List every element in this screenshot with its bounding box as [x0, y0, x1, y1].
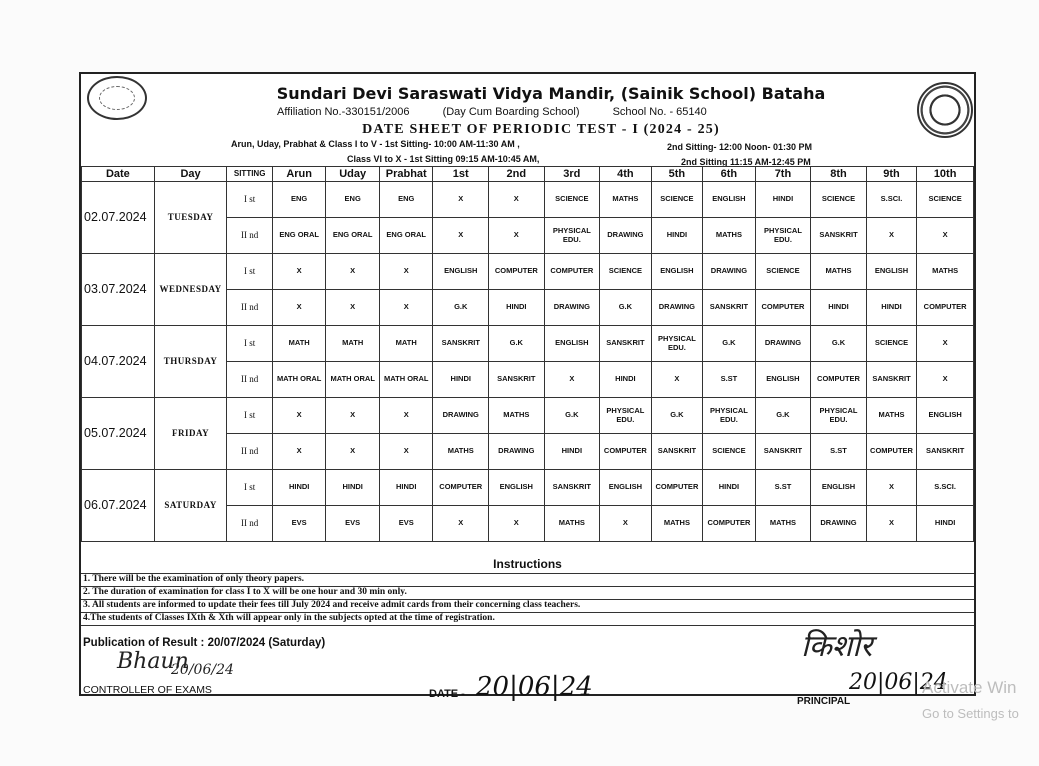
- subject-cell: HINDI: [379, 470, 433, 506]
- subject-cell: SCIENCE: [703, 434, 756, 470]
- table-row: [82, 326, 974, 362]
- subject-cell: MATHS: [600, 182, 652, 218]
- subject-cell: COMPUTER: [544, 254, 600, 290]
- sitting: I st: [227, 470, 272, 506]
- subject-cell: ENGLISH: [811, 470, 867, 506]
- subject-cell: HINDI: [326, 470, 380, 506]
- subject-cell: X: [866, 506, 917, 542]
- subject-cell: G.K: [651, 398, 703, 434]
- subject-cell: S.SCI.: [917, 470, 974, 506]
- date-sheet: [79, 72, 976, 707]
- subject-cell: MATHS: [755, 506, 811, 542]
- subject-cell: X: [651, 362, 703, 398]
- timing-primary-second: 2nd Sitting- 12:00 Noon- 01:30 PM: [667, 142, 813, 152]
- subject-cell: HINDI: [489, 290, 545, 326]
- subject-cell: MATHS: [917, 254, 974, 290]
- subject-cell: MATH ORAL: [272, 362, 326, 398]
- subject-cell: MATHS: [811, 254, 867, 290]
- subject-cell: MATHS: [489, 398, 545, 434]
- table-row: [82, 254, 974, 290]
- subject-cell: DRAWING: [651, 290, 703, 326]
- subject-cell: ENGLISH: [489, 470, 545, 506]
- column-header: 7th: [755, 167, 811, 182]
- exam-day: THURSDAY: [154, 326, 227, 398]
- subject-cell: SCIENCE: [600, 254, 652, 290]
- date-label: DATE -: [429, 688, 465, 700]
- subject-cell: COMPUTER: [651, 470, 703, 506]
- subject-cell: MATH: [326, 326, 380, 362]
- subject-cell: MATH: [272, 326, 326, 362]
- subject-cell: ENGLISH: [600, 470, 652, 506]
- subject-cell: X: [544, 362, 600, 398]
- controller-signature-date: 20/06/24: [171, 662, 234, 678]
- timing-senior-first: Class VI to X - 1st Sitting 09:15 AM-10:45 AM,: [347, 154, 540, 164]
- column-header: Uday: [326, 167, 380, 182]
- subject-cell: COMPUTER: [866, 434, 917, 470]
- subject-cell: X: [326, 254, 380, 290]
- subject-cell: DRAWING: [433, 398, 489, 434]
- subject-cell: SCIENCE: [917, 182, 974, 218]
- subject-cell: SANSKRIT: [703, 290, 756, 326]
- subject-cell: X: [272, 434, 326, 470]
- affiliation-no: Affiliation No.-330151/2006: [277, 106, 410, 118]
- column-header: Day: [154, 167, 227, 182]
- table-header-row: [82, 167, 974, 182]
- subject-cell: X: [326, 290, 380, 326]
- school-name: Sundari Devi Saraswati Vidya Mandir, (Sainik School) Bataha: [276, 84, 826, 103]
- subject-cell: ENGLISH: [651, 254, 703, 290]
- sitting: II nd: [227, 290, 272, 326]
- subject-cell: SCIENCE: [811, 182, 867, 218]
- subject-cell: S.ST: [811, 434, 867, 470]
- subject-cell: MATHS: [703, 218, 756, 254]
- principal-signature-date: 20|06|24: [849, 670, 948, 695]
- subject-cell: PHYSICAL EDU.: [703, 398, 756, 434]
- subject-cell: PHYSICAL EDU.: [811, 398, 867, 434]
- subject-cell: HINDI: [651, 218, 703, 254]
- subject-cell: X: [379, 254, 433, 290]
- subject-cell: EVS: [326, 506, 380, 542]
- sitting: II nd: [227, 218, 272, 254]
- column-header: 2nd: [489, 167, 545, 182]
- instruction-item: 3. All students are informed to update their fees till July 2024 and receive admit cards from their concerning class teachers.: [83, 600, 581, 610]
- subject-cell: X: [489, 182, 545, 218]
- subject-cell: ENG: [379, 182, 433, 218]
- subject-cell: X: [272, 398, 326, 434]
- subject-cell: MATH ORAL: [326, 362, 380, 398]
- date-sheet-table: [81, 166, 974, 542]
- subject-cell: SCIENCE: [755, 254, 811, 290]
- sitting: II nd: [227, 434, 272, 470]
- controller-label: CONTROLLER OF EXAMS: [83, 684, 212, 696]
- page-title: DATE SHEET OF PERIODIC TEST - I (2024 - 25): [362, 122, 720, 137]
- sitting: II nd: [227, 362, 272, 398]
- subject-cell: COMPUTER: [600, 434, 652, 470]
- subject-cell: DRAWING: [544, 290, 600, 326]
- exam-day: WEDNESDAY: [154, 254, 227, 326]
- subject-cell: SCIENCE: [651, 182, 703, 218]
- activation-watermark: Activate Win: [922, 678, 1017, 697]
- column-header: Arun: [272, 167, 326, 182]
- subject-cell: HINDI: [600, 362, 652, 398]
- subject-cell: X: [866, 470, 917, 506]
- subject-cell: X: [600, 506, 652, 542]
- subject-cell: ENGLISH: [866, 254, 917, 290]
- subject-cell: ENG: [272, 182, 326, 218]
- column-header: 1st: [433, 167, 489, 182]
- sitting: I st: [227, 182, 272, 218]
- exam-day: SATURDAY: [154, 470, 227, 542]
- handwritten-date: 20|06|24: [476, 672, 593, 702]
- subject-cell: SCIENCE: [544, 182, 600, 218]
- school-emblem-right-icon: [917, 82, 973, 138]
- subject-cell: SANSKRIT: [651, 434, 703, 470]
- subject-cell: EVS: [379, 506, 433, 542]
- exam-date: 02.07.2024: [82, 182, 155, 254]
- school-no: School No. - 65140: [612, 106, 707, 118]
- subject-cell: HINDI: [917, 506, 974, 542]
- exam-date: 06.07.2024: [82, 470, 155, 542]
- subject-cell: S.ST: [755, 470, 811, 506]
- subject-cell: MATH: [379, 326, 433, 362]
- subject-cell: SANSKRIT: [489, 362, 545, 398]
- sitting: I st: [227, 254, 272, 290]
- school-emblem-left-icon: [87, 76, 147, 120]
- subject-cell: HINDI: [703, 470, 756, 506]
- subject-cell: X: [917, 218, 974, 254]
- instruction-item: 4.The students of Classes IXth & Xth will appear only in the subjects opted at the time of registration.: [83, 613, 495, 623]
- subject-cell: X: [433, 218, 489, 254]
- subject-cell: X: [272, 254, 326, 290]
- column-header: 8th: [811, 167, 867, 182]
- subject-cell: HINDI: [544, 434, 600, 470]
- subject-cell: HINDI: [866, 290, 917, 326]
- subject-cell: G.K: [600, 290, 652, 326]
- subject-cell: SANSKRIT: [917, 434, 974, 470]
- subject-cell: X: [379, 434, 433, 470]
- column-header: 10th: [917, 167, 974, 182]
- instruction-item: 2. The duration of examination for class I to X will be one hour and 30 min only.: [83, 587, 407, 597]
- subject-cell: G.K: [544, 398, 600, 434]
- subject-cell: COMPUTER: [811, 362, 867, 398]
- table-row: [82, 398, 974, 434]
- column-header: SITTING: [227, 167, 272, 182]
- subject-cell: MATHS: [544, 506, 600, 542]
- subject-cell: DRAWING: [755, 326, 811, 362]
- subject-cell: COMPUTER: [433, 470, 489, 506]
- instruction-item: 1. There will be the examination of only theory papers.: [83, 574, 305, 584]
- subject-cell: MATHS: [651, 506, 703, 542]
- subject-cell: G.K: [433, 290, 489, 326]
- subject-cell: S.SCI.: [866, 182, 917, 218]
- subject-cell: G.K: [703, 326, 756, 362]
- school-type: (Day Cum Boarding School): [442, 106, 580, 118]
- subject-cell: PHYSICAL EDU.: [600, 398, 652, 434]
- subject-cell: MATH ORAL: [379, 362, 433, 398]
- subject-cell: SANSKRIT: [811, 218, 867, 254]
- column-header: 3rd: [544, 167, 600, 182]
- table-row: [82, 182, 974, 218]
- subject-cell: S.ST: [703, 362, 756, 398]
- column-header: Date: [82, 167, 155, 182]
- subject-cell: ENG ORAL: [379, 218, 433, 254]
- subject-cell: PHYSICAL EDU.: [755, 218, 811, 254]
- subject-cell: PHYSICAL EDU.: [651, 326, 703, 362]
- subject-cell: ENG ORAL: [272, 218, 326, 254]
- subject-cell: SANSKRIT: [866, 362, 917, 398]
- subject-cell: EVS: [272, 506, 326, 542]
- subject-cell: ENG: [326, 182, 380, 218]
- principal-signature: किशोर: [801, 629, 873, 664]
- subject-cell: X: [866, 218, 917, 254]
- subject-cell: DRAWING: [811, 506, 867, 542]
- subject-cell: ENG ORAL: [326, 218, 380, 254]
- subject-cell: SANSKRIT: [433, 326, 489, 362]
- subject-cell: MATHS: [866, 398, 917, 434]
- subject-cell: HINDI: [811, 290, 867, 326]
- subject-cell: X: [489, 506, 545, 542]
- subject-cell: X: [326, 398, 380, 434]
- column-header: 4th: [600, 167, 652, 182]
- subject-cell: ENGLISH: [433, 254, 489, 290]
- exam-date: 05.07.2024: [82, 398, 155, 470]
- table-row: [82, 470, 974, 506]
- subject-cell: G.K: [489, 326, 545, 362]
- subject-cell: HINDI: [433, 362, 489, 398]
- subject-cell: COMPUTER: [703, 506, 756, 542]
- principal-label: PRINCIPAL: [797, 696, 851, 707]
- sitting: I st: [227, 326, 272, 362]
- subject-cell: ENGLISH: [755, 362, 811, 398]
- subject-cell: ENGLISH: [917, 398, 974, 434]
- affiliation-line: [277, 106, 737, 118]
- instructions-heading: Instructions: [81, 557, 974, 574]
- subject-cell: COMPUTER: [917, 290, 974, 326]
- subject-cell: SCIENCE: [866, 326, 917, 362]
- timing-senior-second: 2nd Sitting 11:15 AM-12:45 PM: [681, 157, 811, 167]
- subject-cell: X: [379, 398, 433, 434]
- column-header: 6th: [703, 167, 756, 182]
- sitting: I st: [227, 398, 272, 434]
- subject-cell: COMPUTER: [755, 290, 811, 326]
- column-header: Prabhat: [379, 167, 433, 182]
- subject-cell: X: [489, 218, 545, 254]
- exam-date: 03.07.2024: [82, 254, 155, 326]
- controller-signature: Bhaun: [117, 649, 189, 674]
- subject-cell: DRAWING: [489, 434, 545, 470]
- subject-cell: X: [272, 290, 326, 326]
- subject-cell: SANSKRIT: [544, 470, 600, 506]
- subject-cell: SANSKRIT: [755, 434, 811, 470]
- subject-cell: G.K: [811, 326, 867, 362]
- subject-cell: X: [917, 362, 974, 398]
- result-publication: Publication of Result : 20/07/2024 (Saturday): [83, 637, 326, 649]
- subject-cell: SANSKRIT: [600, 326, 652, 362]
- subject-cell: G.K: [755, 398, 811, 434]
- subject-cell: DRAWING: [600, 218, 652, 254]
- subject-cell: X: [379, 290, 433, 326]
- subject-cell: X: [433, 506, 489, 542]
- timing-primary-first: Arun, Uday, Prabhat & Class I to V - 1st Sitting- 10:00 AM-11:30 AM ,: [231, 139, 520, 149]
- exam-date: 04.07.2024: [82, 326, 155, 398]
- column-header: 5th: [651, 167, 703, 182]
- exam-day: FRIDAY: [154, 398, 227, 470]
- subject-cell: MATHS: [433, 434, 489, 470]
- subject-cell: HINDI: [755, 182, 811, 218]
- column-header: 9th: [866, 167, 917, 182]
- exam-day: TUESDAY: [154, 182, 227, 254]
- subject-cell: ENGLISH: [544, 326, 600, 362]
- subject-cell: X: [917, 326, 974, 362]
- subject-cell: PHYSICAL EDU.: [544, 218, 600, 254]
- subject-cell: HINDI: [272, 470, 326, 506]
- subject-cell: X: [326, 434, 380, 470]
- activation-watermark-sub: Go to Settings to: [922, 706, 1019, 721]
- subject-cell: ENGLISH: [703, 182, 756, 218]
- subject-cell: DRAWING: [703, 254, 756, 290]
- subject-cell: X: [433, 182, 489, 218]
- sitting: II nd: [227, 506, 272, 542]
- subject-cell: COMPUTER: [489, 254, 545, 290]
